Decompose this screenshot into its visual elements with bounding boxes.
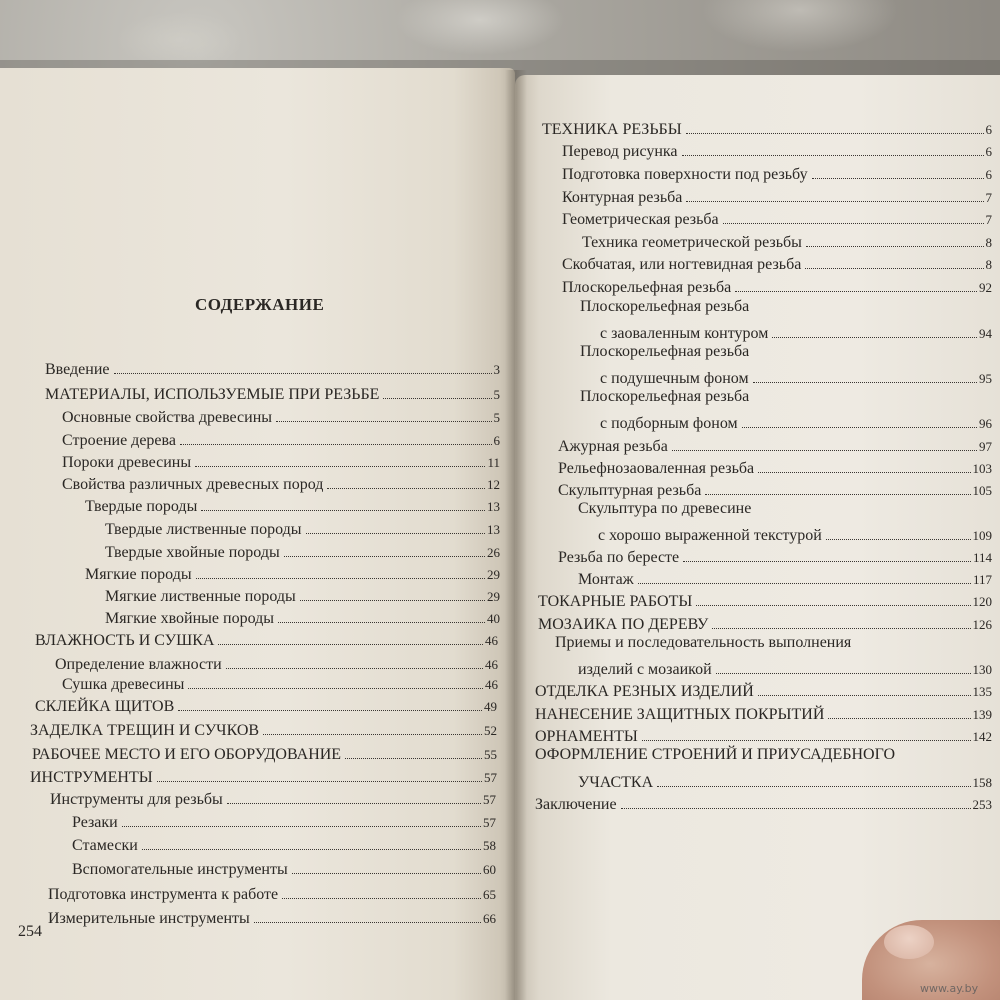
toc-entry-title: Монтаж	[578, 571, 634, 588]
toc-entry-page: 46	[485, 657, 498, 672]
toc-leader-dots	[276, 403, 491, 422]
toc-leader-dots	[327, 470, 485, 489]
toc-leader-dots	[178, 692, 482, 711]
toc-entry	[580, 342, 751, 362]
toc-entry-title: Подготовка поверхности под резьбу	[562, 166, 808, 183]
toc-entry-title: Определение влажности	[55, 656, 222, 673]
toc-entry-page: 253	[972, 797, 992, 812]
toc-entry	[35, 626, 498, 651]
toc-entry-page: 94	[979, 326, 992, 341]
toc-entry-title: с хорошо выраженной текстурой	[598, 527, 822, 544]
toc-entry	[555, 633, 853, 653]
toc-entry	[62, 403, 500, 428]
toc-leader-dots	[157, 763, 482, 782]
toc-entry	[600, 409, 992, 434]
toc-entry-page: 3	[493, 362, 500, 377]
toc-entry-title: Основные свойства древесины	[62, 409, 273, 426]
toc-entry	[30, 716, 497, 741]
toc-leader-dots	[284, 538, 485, 557]
toc-entry-page: 6	[493, 433, 500, 448]
toc-entry-title: Техника геометрической резьбы	[582, 234, 802, 251]
toc-entry-title: Мягкие породы	[85, 566, 192, 583]
toc-entry-page: 58	[483, 838, 496, 853]
toc-entry-title: Скульптура по древесине	[578, 500, 752, 517]
toc-entry-title: Плоскорельефная резьба	[562, 279, 732, 296]
toc-entry-title: Скульптурная резьба	[558, 482, 702, 499]
toc-entry-page: 135	[972, 684, 992, 699]
toc-entry-title: ВЛАЖНОСТЬ И СУШКА	[35, 632, 215, 649]
toc-entry	[535, 790, 992, 815]
toc-entry-title: Мягкие хвойные породы	[105, 610, 274, 627]
toc-entry	[85, 492, 500, 517]
toc-entry-page: 97	[979, 439, 992, 454]
toc-entry	[538, 610, 992, 635]
toc-leader-dots	[772, 319, 977, 338]
toc-leader-dots	[345, 740, 482, 759]
toc-leader-dots	[683, 543, 971, 562]
toc-entry-title: Пороки древесины	[62, 454, 192, 471]
toc-entry-page: 109	[972, 528, 992, 543]
toc-entry-page: 130	[972, 662, 992, 677]
toc-entry-title: Приемы и последовательность выполнения	[555, 634, 852, 651]
toc-leader-dots	[723, 205, 984, 224]
toc-leader-dots	[263, 716, 482, 735]
toc-entry	[72, 855, 496, 880]
toc-leader-dots	[383, 380, 491, 399]
toc-entry	[45, 355, 500, 380]
toc-entry-title: Вспомогательные инструменты	[72, 861, 288, 878]
toc-entry-page: 5	[493, 387, 500, 402]
toc-entry	[48, 880, 496, 905]
toc-entry-page: 120	[972, 594, 992, 609]
toc-entry-title: Плоскорельефная резьба	[580, 343, 750, 360]
toc-entry-title: с заоваленным контуром	[600, 325, 769, 342]
toc-entry-page: 29	[487, 567, 500, 582]
toc-entry-page: 29	[487, 589, 500, 604]
toc-leader-dots	[218, 626, 483, 645]
toc-entry	[535, 722, 992, 747]
toc-leader-dots	[227, 785, 481, 804]
toc-entry	[72, 808, 496, 833]
toc-entry-title: Мягкие лиственные породы	[105, 588, 296, 605]
toc-entry-page: 13	[487, 499, 500, 514]
toc-entry	[45, 380, 500, 405]
toc-leader-dots	[278, 604, 485, 623]
toc-leader-dots	[686, 115, 984, 134]
toc-entry-title: Плоскорельефная резьба	[580, 298, 750, 315]
toc-entry-page: 158	[972, 775, 992, 790]
toc-entry-title: Инструменты для резьбы	[50, 791, 223, 808]
toc-entry-title: МОЗАИКА ПО ДЕРЕВУ	[538, 616, 709, 633]
toc-entry-title: НАНЕСЕНИЕ ЗАЩИТНЫХ ПОКРЫТИЙ	[535, 706, 825, 723]
toc-entry-page: 126	[972, 617, 992, 632]
toc-entry-title: изделий с мозаикой	[578, 661, 712, 678]
toc-entry	[48, 904, 496, 929]
toc-leader-dots	[306, 515, 486, 534]
toc-leader-dots	[142, 831, 481, 850]
toc-entry	[35, 692, 497, 717]
toc-entry-title: с подушечным фоном	[600, 370, 749, 387]
toc-entry-page: 40	[487, 611, 500, 626]
toc-entry-title: Измерительные инструменты	[48, 910, 250, 927]
toc-entry-title: Контурная резьба	[562, 189, 683, 206]
toc-leader-dots	[686, 183, 983, 202]
toc-leader-dots	[638, 565, 971, 584]
toc-entry-page: 13	[487, 522, 500, 537]
toc-entry-page: 46	[485, 633, 498, 648]
toc-entry-title: ТОКАРНЫЕ РАБОТЫ	[538, 593, 693, 610]
toc-entry-page: 96	[979, 416, 992, 431]
toc-entry-title: Подготовка инструмента к работе	[48, 886, 279, 903]
toc-leader-dots	[254, 904, 481, 923]
toc-entry-page: 52	[484, 723, 497, 738]
toc-entry	[578, 499, 753, 519]
toc-entry-page: 57	[484, 770, 497, 785]
toc-entry	[105, 515, 500, 540]
toc-entry-title: Твердые породы	[85, 498, 198, 515]
toc-entry-page: 60	[483, 862, 496, 877]
toc-leader-dots	[758, 677, 971, 696]
toc-entry-page: 8	[985, 257, 992, 272]
toc-leader-dots	[642, 722, 971, 741]
toc-entry-title: с подборным фоном	[600, 415, 738, 432]
toc-entry-page: 6	[985, 122, 992, 137]
toc-entry-title: Заключение	[535, 796, 617, 813]
toc-entry-page: 57	[483, 792, 496, 807]
toc-entry-title: Сушка древесины	[62, 676, 185, 693]
toc-entry-title: Скобчатая, или ногтевидная резьба	[562, 256, 802, 273]
toc-entry	[535, 745, 897, 765]
toc-entry-page: 57	[483, 815, 496, 830]
toc-leader-dots	[180, 426, 492, 445]
toc-entry-page: 139	[972, 707, 992, 722]
toc-entry-page: 92	[979, 280, 992, 295]
toc-entry-title: РАБОЧЕЕ МЕСТО И ЕГО ОБОРУДОВАНИЕ	[32, 746, 342, 763]
toc-entry-title: Резьба по бересте	[558, 549, 680, 566]
toc-entry-page: 49	[484, 699, 497, 714]
toc-entry-title: ЗАДЕЛКА ТРЕЩИН И СУЧКОВ	[30, 722, 260, 739]
toc-entry-title: Свойства различных древесных пород	[62, 476, 324, 493]
toc-entry	[562, 250, 992, 275]
toc-leader-dots	[682, 137, 984, 156]
toc-leader-dots	[282, 880, 481, 899]
toc-entry-page: 114	[972, 550, 992, 565]
toc-entry-page: 8	[985, 235, 992, 250]
toc-entry	[72, 831, 496, 856]
toc-entry	[562, 205, 992, 230]
toc-entry	[580, 387, 751, 407]
toc-entry	[538, 587, 992, 612]
toc-entry-page: 7	[985, 212, 992, 227]
toc-leader-dots	[753, 364, 977, 383]
toc-entry-title: ОТДЕЛКА РЕЗНЫХ ИЗДЕЛИЙ	[535, 683, 754, 700]
toc-entry-title: Ажурная резьба	[558, 438, 668, 455]
toc-entry-page: 65	[483, 887, 496, 902]
toc-entry-page: 55	[484, 747, 497, 762]
toc-leader-dots	[292, 855, 481, 874]
toc-leader-dots	[828, 700, 970, 719]
toc-entry	[600, 319, 992, 344]
toc-leader-dots	[201, 492, 485, 511]
toc-entry-page: 103	[972, 461, 992, 476]
toc-entry	[32, 740, 497, 765]
toc-leader-dots	[114, 355, 492, 374]
contents-heading: СОДЕРЖАНИЕ	[195, 295, 325, 314]
toc-entry	[580, 297, 751, 317]
toc-entry-page: 6	[985, 167, 992, 182]
toc-entry-page: 6	[985, 144, 992, 159]
toc-entry-page: 26	[487, 545, 500, 560]
toc-entry	[562, 273, 992, 298]
toc-leader-dots	[712, 610, 970, 629]
toc-leader-dots	[812, 160, 984, 179]
toc-entry-title: Стамески	[72, 837, 138, 854]
toc-entry-title: Рельефнозаоваленная резьба	[558, 460, 755, 477]
toc-leader-dots	[300, 582, 485, 601]
toc-entry-page: 117	[972, 572, 992, 587]
toc-leader-dots	[621, 790, 971, 809]
toc-leader-dots	[226, 650, 483, 669]
toc-entry-page: 142	[972, 729, 992, 744]
toc-entry	[562, 137, 992, 162]
toc-entry-page: 105	[972, 483, 992, 498]
toc-leader-dots	[196, 560, 485, 579]
toc-leader-dots	[122, 808, 481, 827]
toc-leader-dots	[696, 587, 970, 606]
toc-entry-title: ОРНАМЕНТЫ	[535, 728, 638, 745]
page-number: 254	[18, 923, 42, 940]
toc-entry	[562, 160, 992, 185]
toc-leader-dots	[716, 655, 971, 674]
toc-entry-title: УЧАСТКА	[578, 774, 654, 791]
toc-entry-title: Геометрическая резьба	[562, 211, 719, 228]
toc-leader-dots	[826, 521, 971, 540]
toc-entry-title: Резаки	[72, 814, 118, 831]
toc-entry-title: СКЛЕЙКА ЩИТОВ	[35, 698, 175, 715]
toc-entry-page: 12	[487, 477, 500, 492]
toc-leader-dots	[195, 448, 485, 467]
toc-leader-dots	[805, 250, 983, 269]
toc-entry-title: ИНСТРУМЕНТЫ	[30, 769, 153, 786]
toc-entry-title: МАТЕРИАЛЫ, ИСПОЛЬЗУЕМЫЕ ПРИ РЕЗЬБЕ	[45, 386, 380, 403]
toc-leader-dots	[758, 454, 970, 473]
toc-entry-title: Твердые лиственные породы	[105, 521, 302, 538]
watermark: www.ay.by	[920, 982, 979, 995]
toc-entry-page: 11	[487, 455, 500, 470]
toc-leader-dots	[188, 670, 483, 689]
toc-entry-title: Твердые хвойные породы	[105, 544, 280, 561]
toc-leader-dots	[742, 409, 977, 428]
toc-leader-dots	[735, 273, 977, 292]
toc-entry	[50, 785, 496, 810]
toc-entry-page: 5	[493, 410, 500, 425]
toc-leader-dots	[806, 228, 984, 247]
toc-entry-page: 95	[979, 371, 992, 386]
toc-entry-title: Введение	[45, 361, 110, 378]
toc-entry-title: Плоскорельефная резьба	[580, 388, 750, 405]
toc-entry-title: ТЕХНИКА РЕЗЬБЫ	[542, 121, 682, 138]
toc-entry-page: 7	[985, 190, 992, 205]
toc-entry-title: ОФОРМЛЕНИЕ СТРОЕНИЙ И ПРИУСАДЕБНОГО	[535, 746, 896, 763]
toc-entry	[535, 677, 992, 702]
toc-leader-dots	[705, 476, 970, 495]
toc-entry-page: 66	[483, 911, 496, 926]
toc-entry-title: Строение дерева	[62, 432, 176, 449]
toc-entry	[600, 364, 992, 389]
book-gutter	[505, 70, 527, 1000]
toc-leader-dots	[657, 768, 970, 787]
toc-entry-title: Перевод рисунка	[562, 143, 678, 160]
toc-entry-page: 46	[485, 677, 498, 692]
toc-leader-dots	[672, 432, 977, 451]
thumbnail-highlight	[884, 925, 934, 959]
toc-entry	[558, 476, 992, 501]
